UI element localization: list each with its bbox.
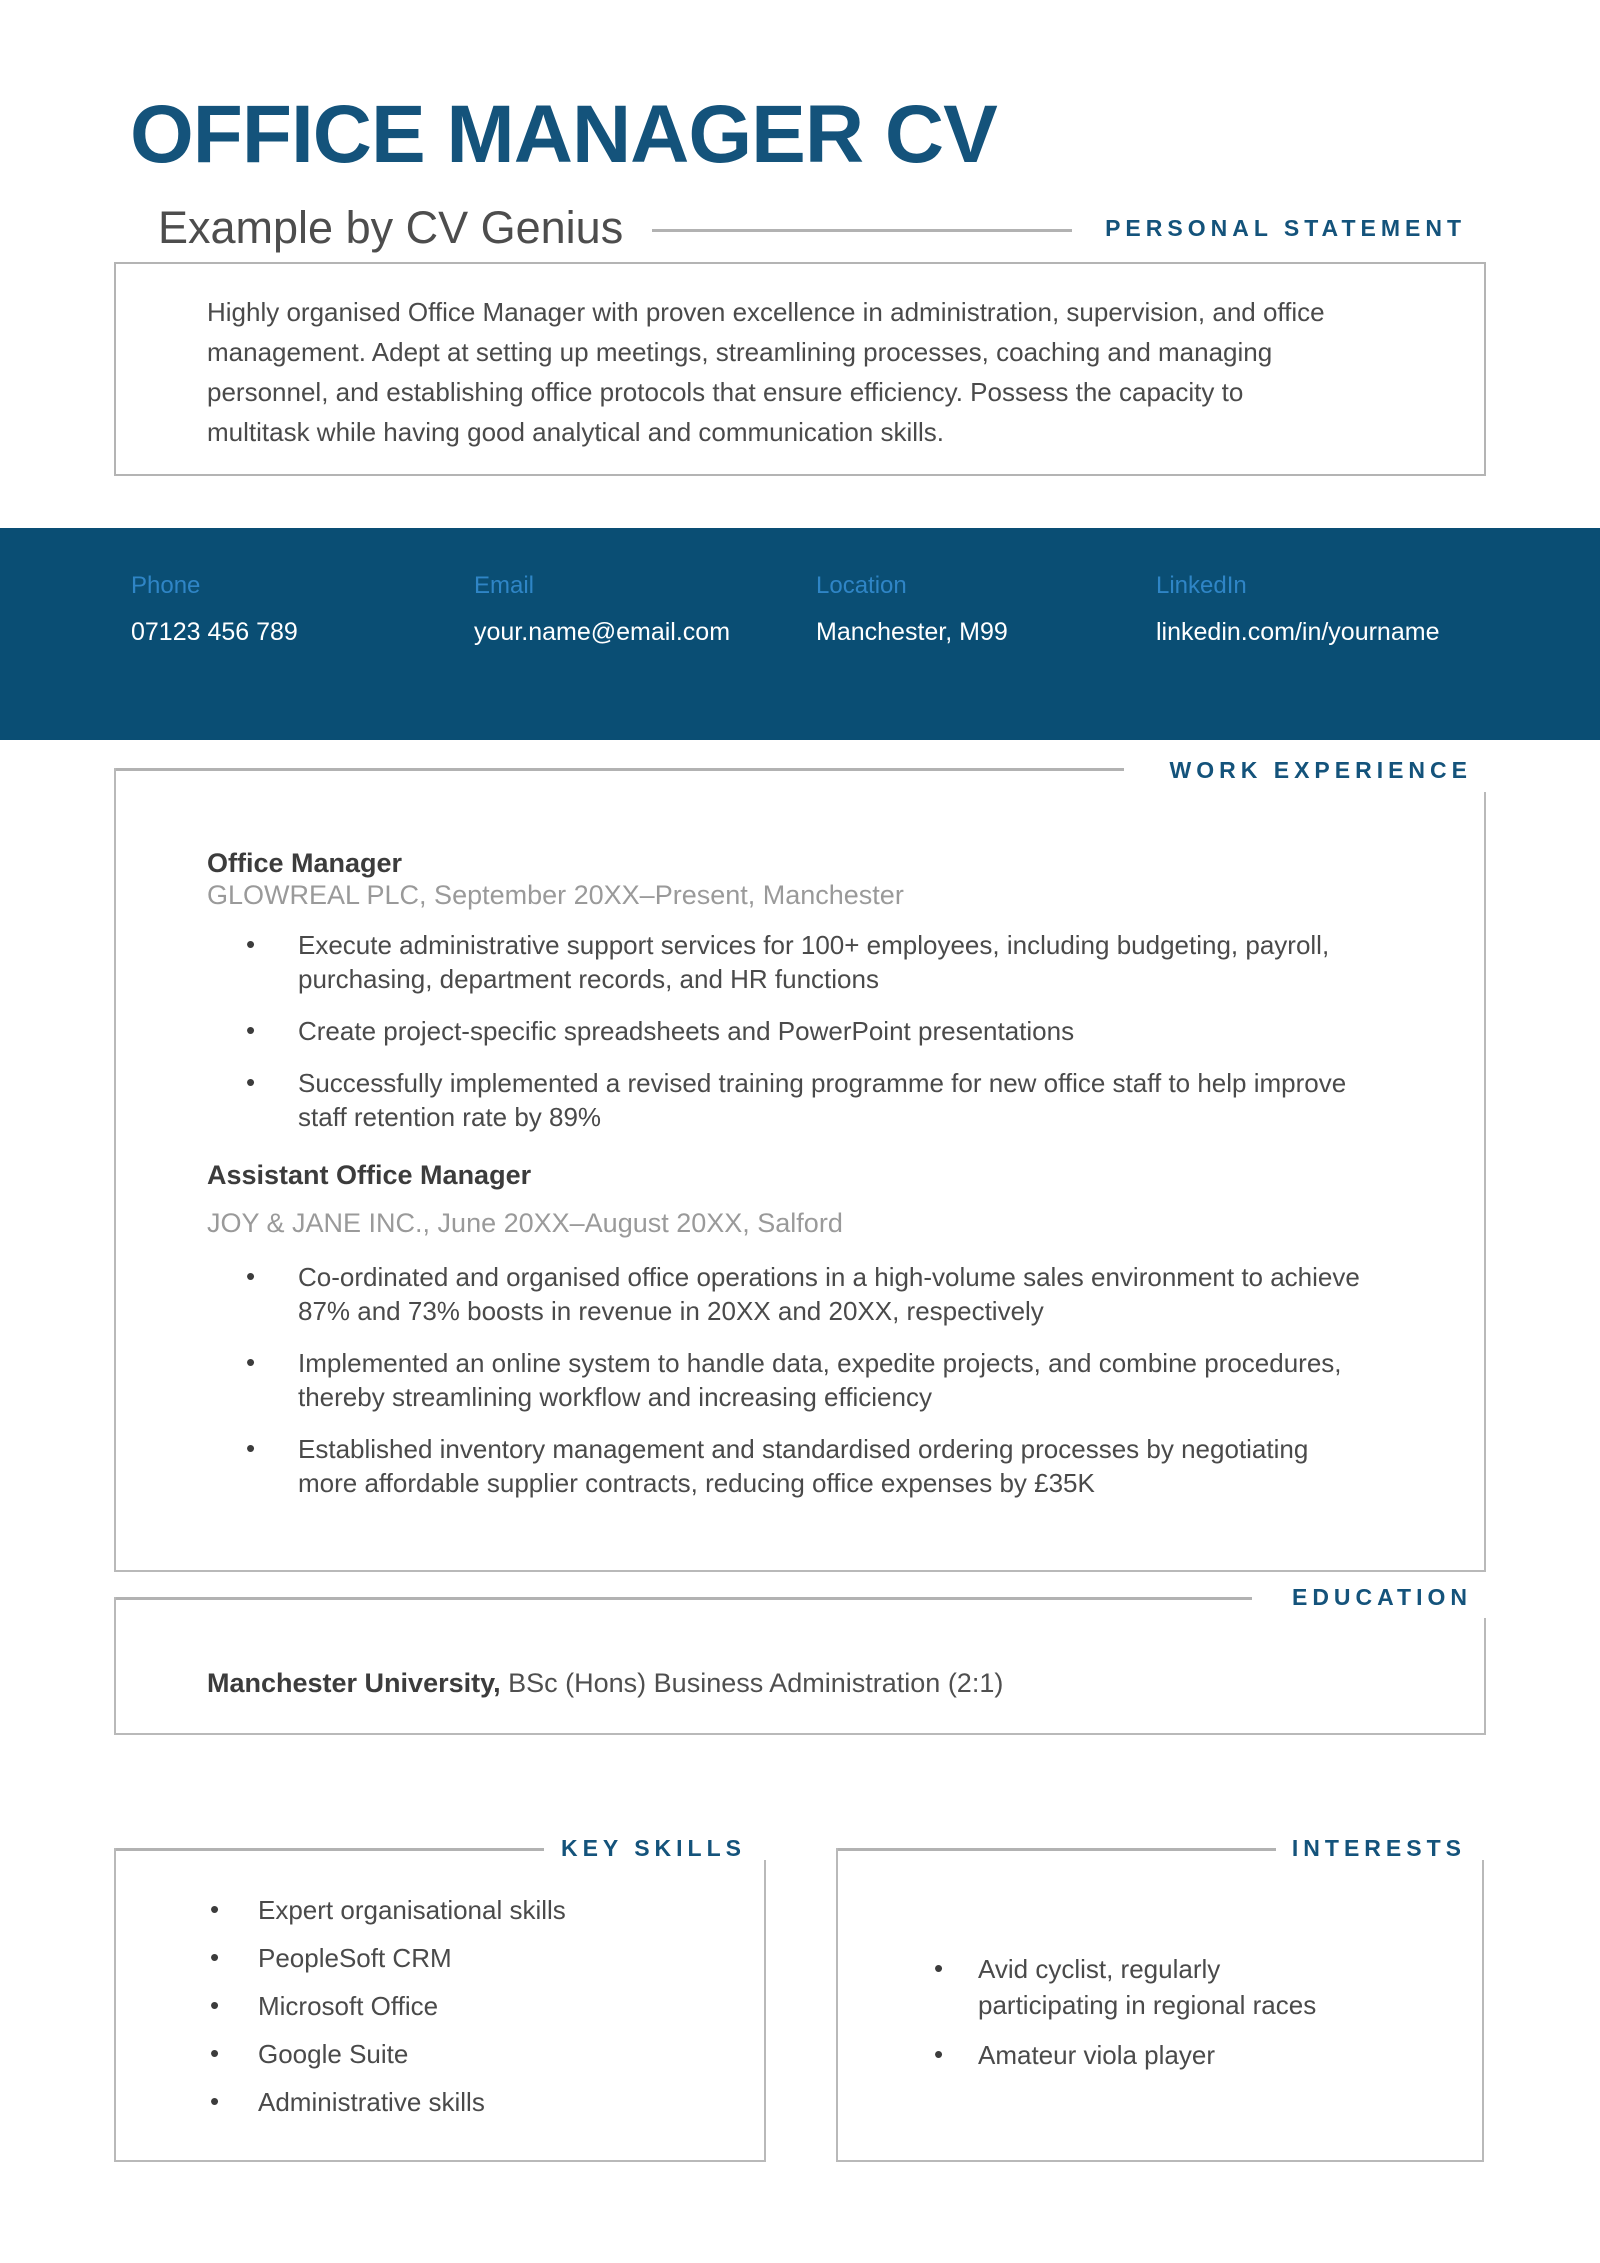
interests-top-border	[836, 1848, 1276, 1851]
interests-bottom-border	[836, 2160, 1484, 2162]
job-title: Assistant Office Manager	[207, 1160, 532, 1190]
job-bullet: • Implemented an online system to handle data, expedite projects, and combine procedures, thereby streamlining workflow and increasing efficiency	[246, 1346, 1368, 1414]
key-skills-top-border	[114, 1848, 544, 1851]
section-heading-education: EDUCATION	[1291, 1584, 1472, 1610]
section-heading-work-experience: WORK EXPERIENCE	[1169, 757, 1472, 783]
job-bullet: • Established inventory management and standardised ordering processes by negotiating more affordable supplier contracts, reducing office expenses by £35K	[246, 1432, 1368, 1500]
job-bullet: • Execute administrative support services for 100+ employees, including budgeting, payroll, purchasing, department records, and HR functions	[246, 928, 1368, 996]
job-bullet: • Create project-specific spreadsheets and PowerPoint presentations	[246, 1014, 1368, 1048]
contact-linkedin-label: LinkedIn	[1156, 572, 1247, 599]
section-heading-personal-statement: PERSONAL STATEMENT	[1105, 215, 1466, 241]
key-skill-item: • PeopleSoft CRM	[210, 1941, 566, 1975]
work-experience-bottom-border	[114, 1570, 1486, 1572]
contact-location-value: Manchester, M99	[816, 618, 1008, 646]
contact-phone-value: 07123 456 789	[131, 618, 298, 646]
key-skills-bottom-border	[114, 2160, 766, 2162]
personal-statement-text: Highly organised Office Manager with proven excellence in administration, supervision, and office management. Adept at setting up meetings, streamlining processes, coaching and managing personnel, and establishing office protocols that ensure efficiency. Possess the capacity to multitask while having good analytical and communication skills.	[207, 297, 1325, 447]
page-subtitle: Example by CV Genius	[158, 202, 624, 253]
job-bullet-list	[246, 928, 1368, 1152]
work-experience-left-border	[114, 768, 116, 1572]
key-skill-item: • Microsoft Office	[210, 1989, 566, 2023]
interest-item: • Avid cyclist, regularly participating in regional races	[934, 1951, 1358, 2023]
education-degree: BSc (Hons) Business Administration (2:1)	[508, 1668, 1004, 1698]
education-right-border	[1484, 1618, 1486, 1735]
work-experience-top-border	[114, 768, 1124, 771]
education-institution: Manchester University,	[207, 1668, 501, 1698]
section-heading-key-skills: KEY SKILLS	[560, 1835, 746, 1861]
education-entry	[207, 1668, 1003, 1699]
key-skill-item: • Expert organisational skills	[210, 1893, 566, 1927]
key-skill-item: • Administrative skills	[210, 2085, 566, 2119]
section-heading-interests: INTERESTS	[1291, 1835, 1466, 1861]
key-skills-right-border	[764, 1860, 766, 2162]
contact-band	[0, 528, 1600, 740]
job-bullet-list	[246, 1260, 1368, 1518]
contact-email-value: your.name@email.com	[474, 618, 731, 646]
contact-phone-label: Phone	[131, 572, 201, 599]
education-top-border	[114, 1597, 1252, 1600]
key-skills-list	[210, 1893, 566, 2133]
contact-location-label: Location	[816, 572, 907, 599]
contact-linkedin-value: linkedin.com/in/yourname	[1156, 618, 1440, 646]
education-bottom-border	[114, 1733, 1486, 1735]
interests-list	[934, 1951, 1358, 2087]
key-skills-left-border	[114, 1848, 116, 2162]
work-experience-right-border	[1484, 792, 1486, 1572]
interests-right-border	[1482, 1860, 1484, 2162]
interests-left-border	[836, 1848, 838, 2162]
job-title: Office Manager	[207, 848, 403, 878]
job-meta: GLOWREAL PLC, September 20XX–Present, Manchester	[207, 880, 904, 910]
education-left-border	[114, 1597, 116, 1735]
page-title: OFFICE MANAGER CV	[130, 89, 997, 180]
contact-email-label: Email	[474, 572, 535, 599]
job-bullet: • Successfully implemented a revised training programme for new office staff to help improve staff retention rate by 89%	[246, 1066, 1368, 1134]
key-skill-item: • Google Suite	[210, 2037, 566, 2071]
interest-item: • Amateur viola player	[934, 2037, 1358, 2073]
job-bullet: • Co-ordinated and organised office operations in a high-volume sales environment to achieve 87% and 73% boosts in revenue in 20XX and 20XX, respectively	[246, 1260, 1368, 1328]
job-meta: JOY & JANE INC., June 20XX–August 20XX, Salford	[207, 1208, 843, 1238]
personal-statement-leader-line	[652, 229, 1072, 232]
